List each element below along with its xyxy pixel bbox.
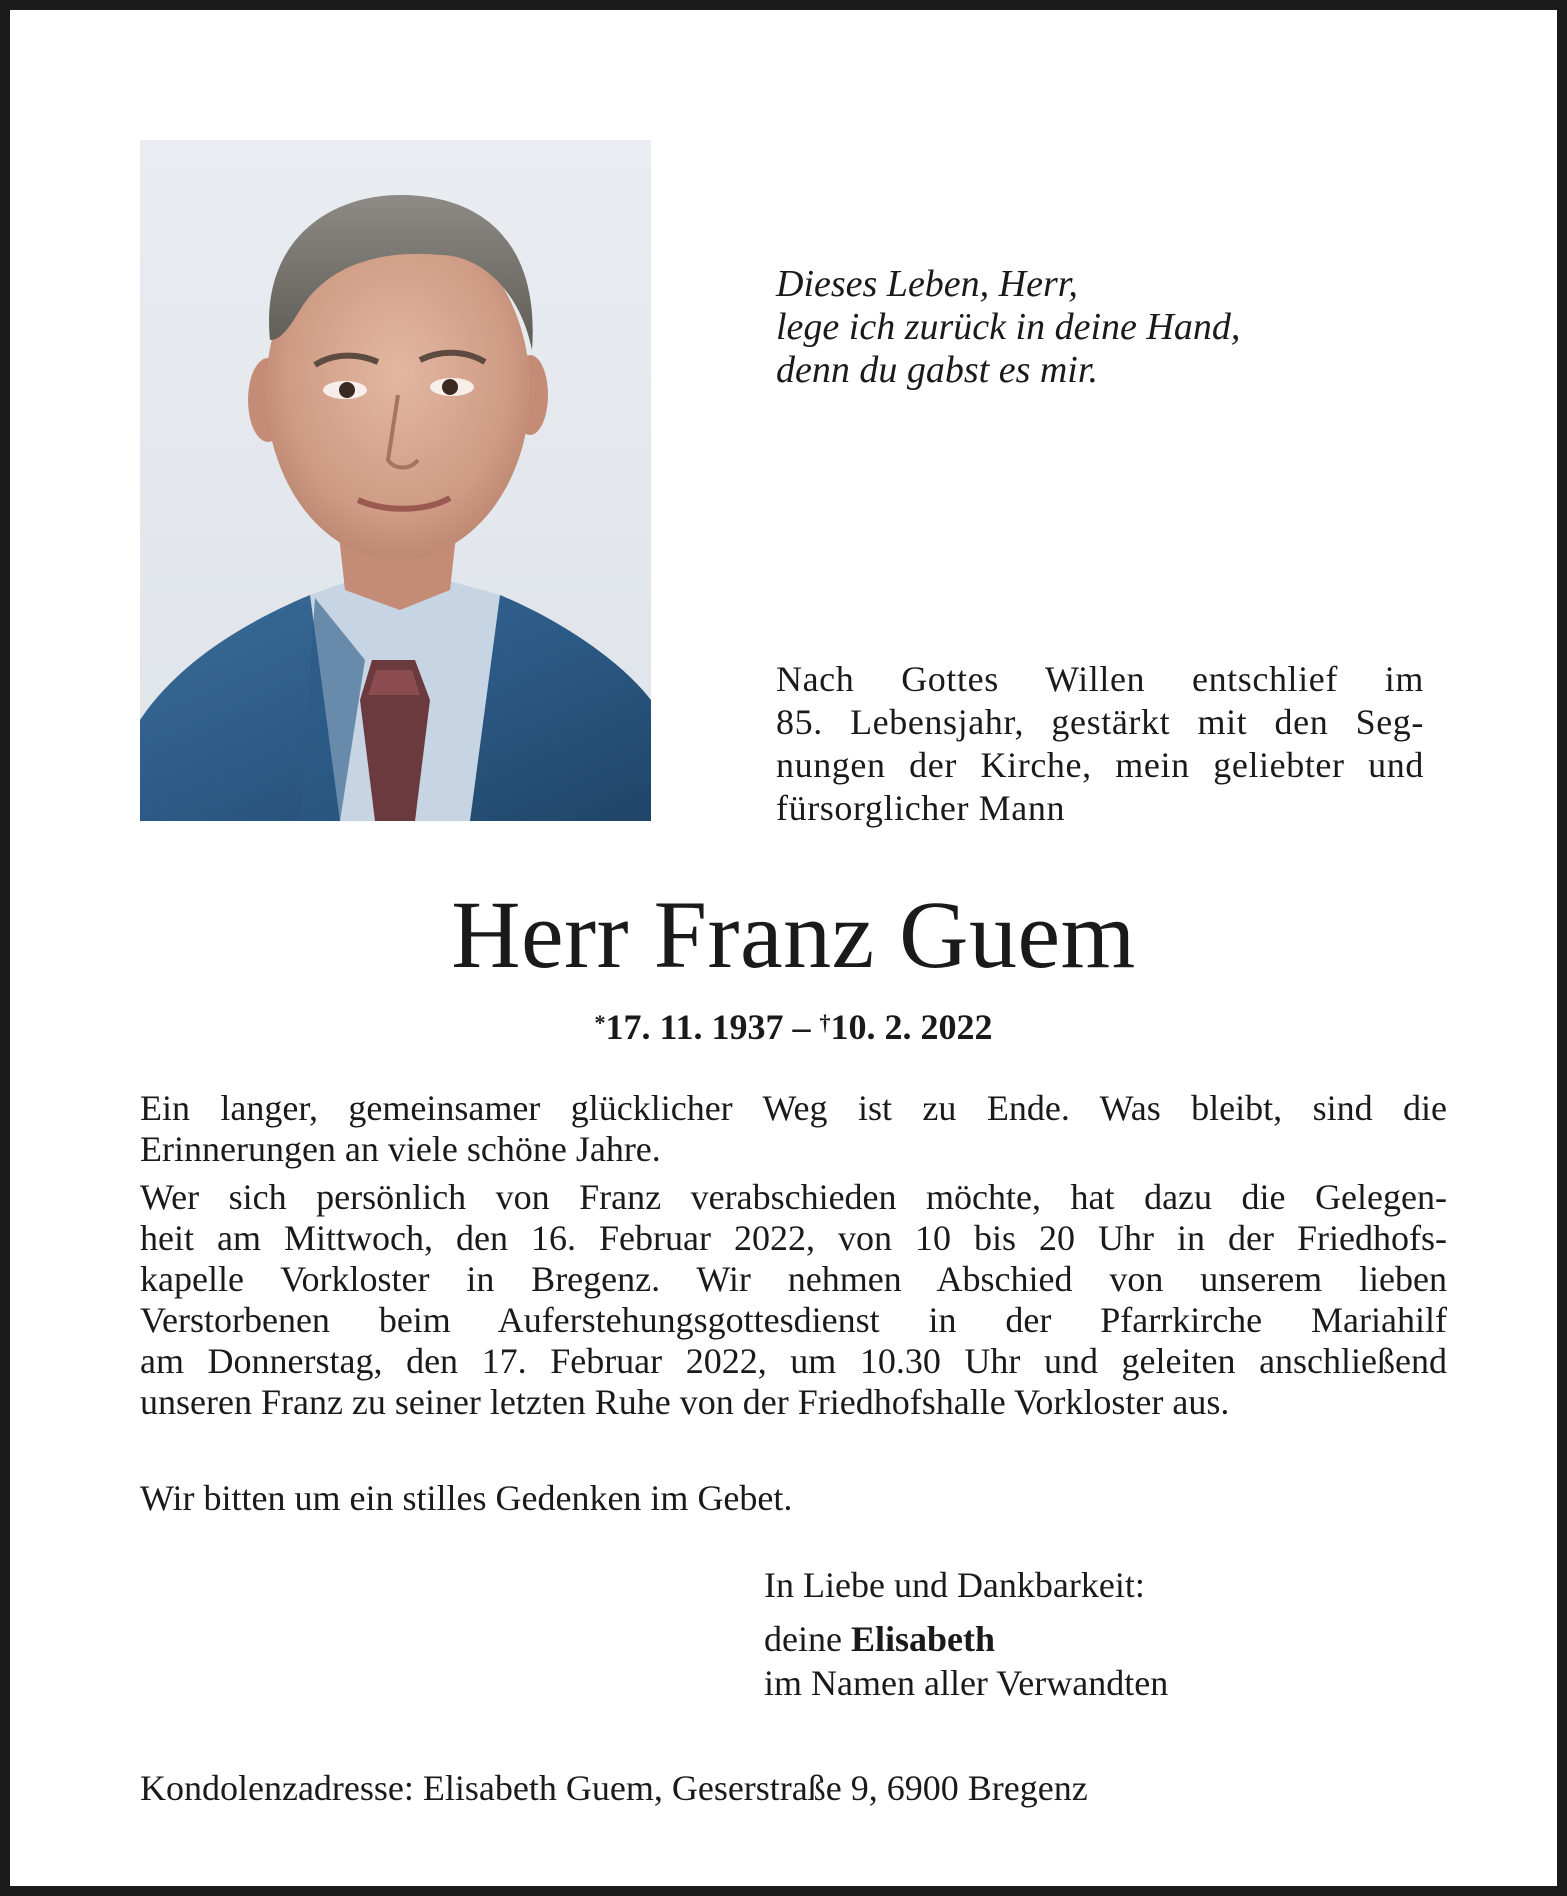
- life-dates: [10, 1005, 1567, 1049]
- signature-name-line: [764, 1617, 1168, 1661]
- intro-line: fürsorglicher Mann: [776, 788, 1066, 828]
- signature-prefix: deine: [764, 1619, 851, 1659]
- paragraph-1: [140, 1088, 1447, 1170]
- intro-line: Nach Gottes Willen entschlief im: [776, 659, 1424, 699]
- announcement-body: [140, 1088, 1447, 1430]
- verse-line: lege ich zurück in deine Hand,: [776, 306, 1241, 348]
- signature-relatives: im Namen aller Verwandten: [764, 1663, 1169, 1703]
- deceased-name: Herr Franz Guem: [451, 881, 1136, 988]
- body-line: Erinnerungen an viele schöne Jahre.: [140, 1129, 661, 1169]
- body-line: Verstorbenen beim Auferstehungsgottesdienst in der Pfarrkirche Mariahilf: [140, 1300, 1447, 1340]
- body-line: kapelle Vorkloster in Bregenz. Wir nehmen Abschied von unserem lieben: [140, 1259, 1447, 1299]
- intro-text: [776, 658, 1424, 830]
- body-line: unseren Franz zu seiner letzten Ruhe von der Friedhofshalle Vorkloster aus.: [140, 1382, 1230, 1422]
- birth-symbol: *: [594, 1010, 606, 1035]
- body-line: Ein langer, gemeinsamer glücklicher Weg ist zu Ende. Was bleibt, sind die: [140, 1088, 1447, 1128]
- body-line: heit am Mittwoch, den 16. Februar 2022, von 10 bis 20 Uhr in der Friedhofs-: [140, 1218, 1447, 1258]
- date-separator: –: [783, 1007, 820, 1047]
- portrait-image: [140, 140, 651, 821]
- death-date: 10. 2. 2022: [830, 1007, 993, 1047]
- paragraph-2: [140, 1177, 1447, 1423]
- body-line: am Donnerstag, den 17. Februar 2022, um 10.30 Uhr und geleiten anschließend: [140, 1341, 1447, 1381]
- intro-line: 85. Lebensjahr, gestärkt mit den Seg-: [776, 702, 1424, 742]
- signature-greeting: In Liebe und Dankbarkeit:: [764, 1565, 1145, 1605]
- verse-line: denn du gabst es mir.: [776, 349, 1098, 391]
- signature-block: [764, 1563, 1168, 1705]
- prayer-request: Wir bitten um ein stilles Gedenken im Gebet.: [140, 1478, 793, 1518]
- condolence-address: Kondolenzadresse: Elisabeth Guem, Geserstraße 9, 6900 Bregenz: [140, 1768, 1088, 1808]
- body-line: Wer sich persönlich von Franz verabschieden möchte, hat dazu die Gelegen-: [140, 1177, 1447, 1217]
- birth-date: 17. 11. 1937: [605, 1007, 784, 1047]
- verse-line: Dieses Leben, Herr,: [776, 263, 1078, 305]
- portrait-photo: [140, 140, 651, 821]
- signature-name: Elisabeth: [850, 1619, 996, 1659]
- verse: [776, 263, 1476, 392]
- intro-line: nungen der Kirche, mein geliebter und: [776, 745, 1424, 785]
- death-symbol: †: [819, 1010, 831, 1035]
